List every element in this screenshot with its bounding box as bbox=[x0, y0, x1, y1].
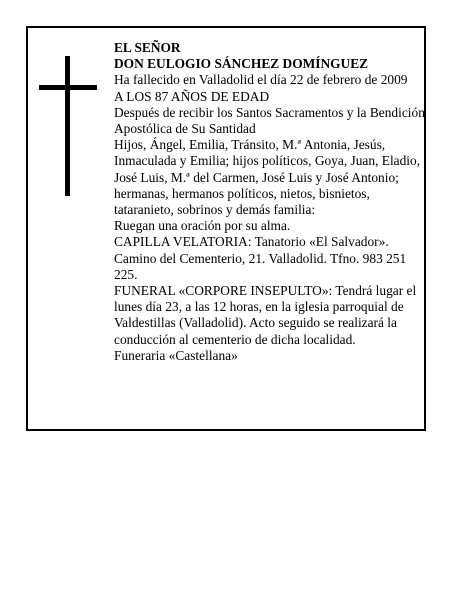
sacraments-line: Después de recibir los Santos Sacramentos y la Bendición Apostólica de Su Santidad bbox=[114, 104, 425, 137]
family-list: Hijos, Ángel, Emilia, Tránsito, M.ª Antonia, Jesús, Inmaculada y Emilia; hijos políticos, Goya, Juan, Eladio, José Luis, M.ª del Carmen, José Luis y José Antonio; hermanas, hermanos políticos, nietos, bisnietos, tataranieto, sobrinos y demás familia: bbox=[114, 137, 421, 218]
funeral-home: Funeraria «Castellana» bbox=[114, 347, 238, 363]
notice-text bbox=[114, 40, 426, 364]
chapel-info: CAPILLA VELATORIA: Tanatorio «El Salvador». Camino del Cementerio, 21. Valladolid. Tfno. 983 251 225. bbox=[114, 234, 407, 282]
prayer-line: Ruegan una oración por su alma. bbox=[114, 218, 291, 234]
funeral-info: FUNERAL «CORPORE INSEPULTO»: Tendrá lugar el lunes día 23, a las 12 horas, en la iglesia parroquial de Valdestillas (Valladolid). Acto seguido se realizará la conducción al cementerio de dicha localidad. bbox=[114, 283, 417, 347]
deceased-name: DON EULOGIO SÁNCHEZ DOMÍNGUEZ bbox=[114, 56, 369, 72]
obituary-notice bbox=[26, 26, 426, 431]
death-line: Ha fallecido en Valladolid el día 22 de febrero de 2009 bbox=[114, 72, 408, 88]
honorific: EL SEÑOR bbox=[114, 40, 181, 55]
age-line: A LOS 87 AÑOS DE EDAD bbox=[114, 88, 270, 104]
cross-horizontal-bar bbox=[39, 85, 97, 90]
cross-vertical-bar bbox=[65, 56, 70, 196]
